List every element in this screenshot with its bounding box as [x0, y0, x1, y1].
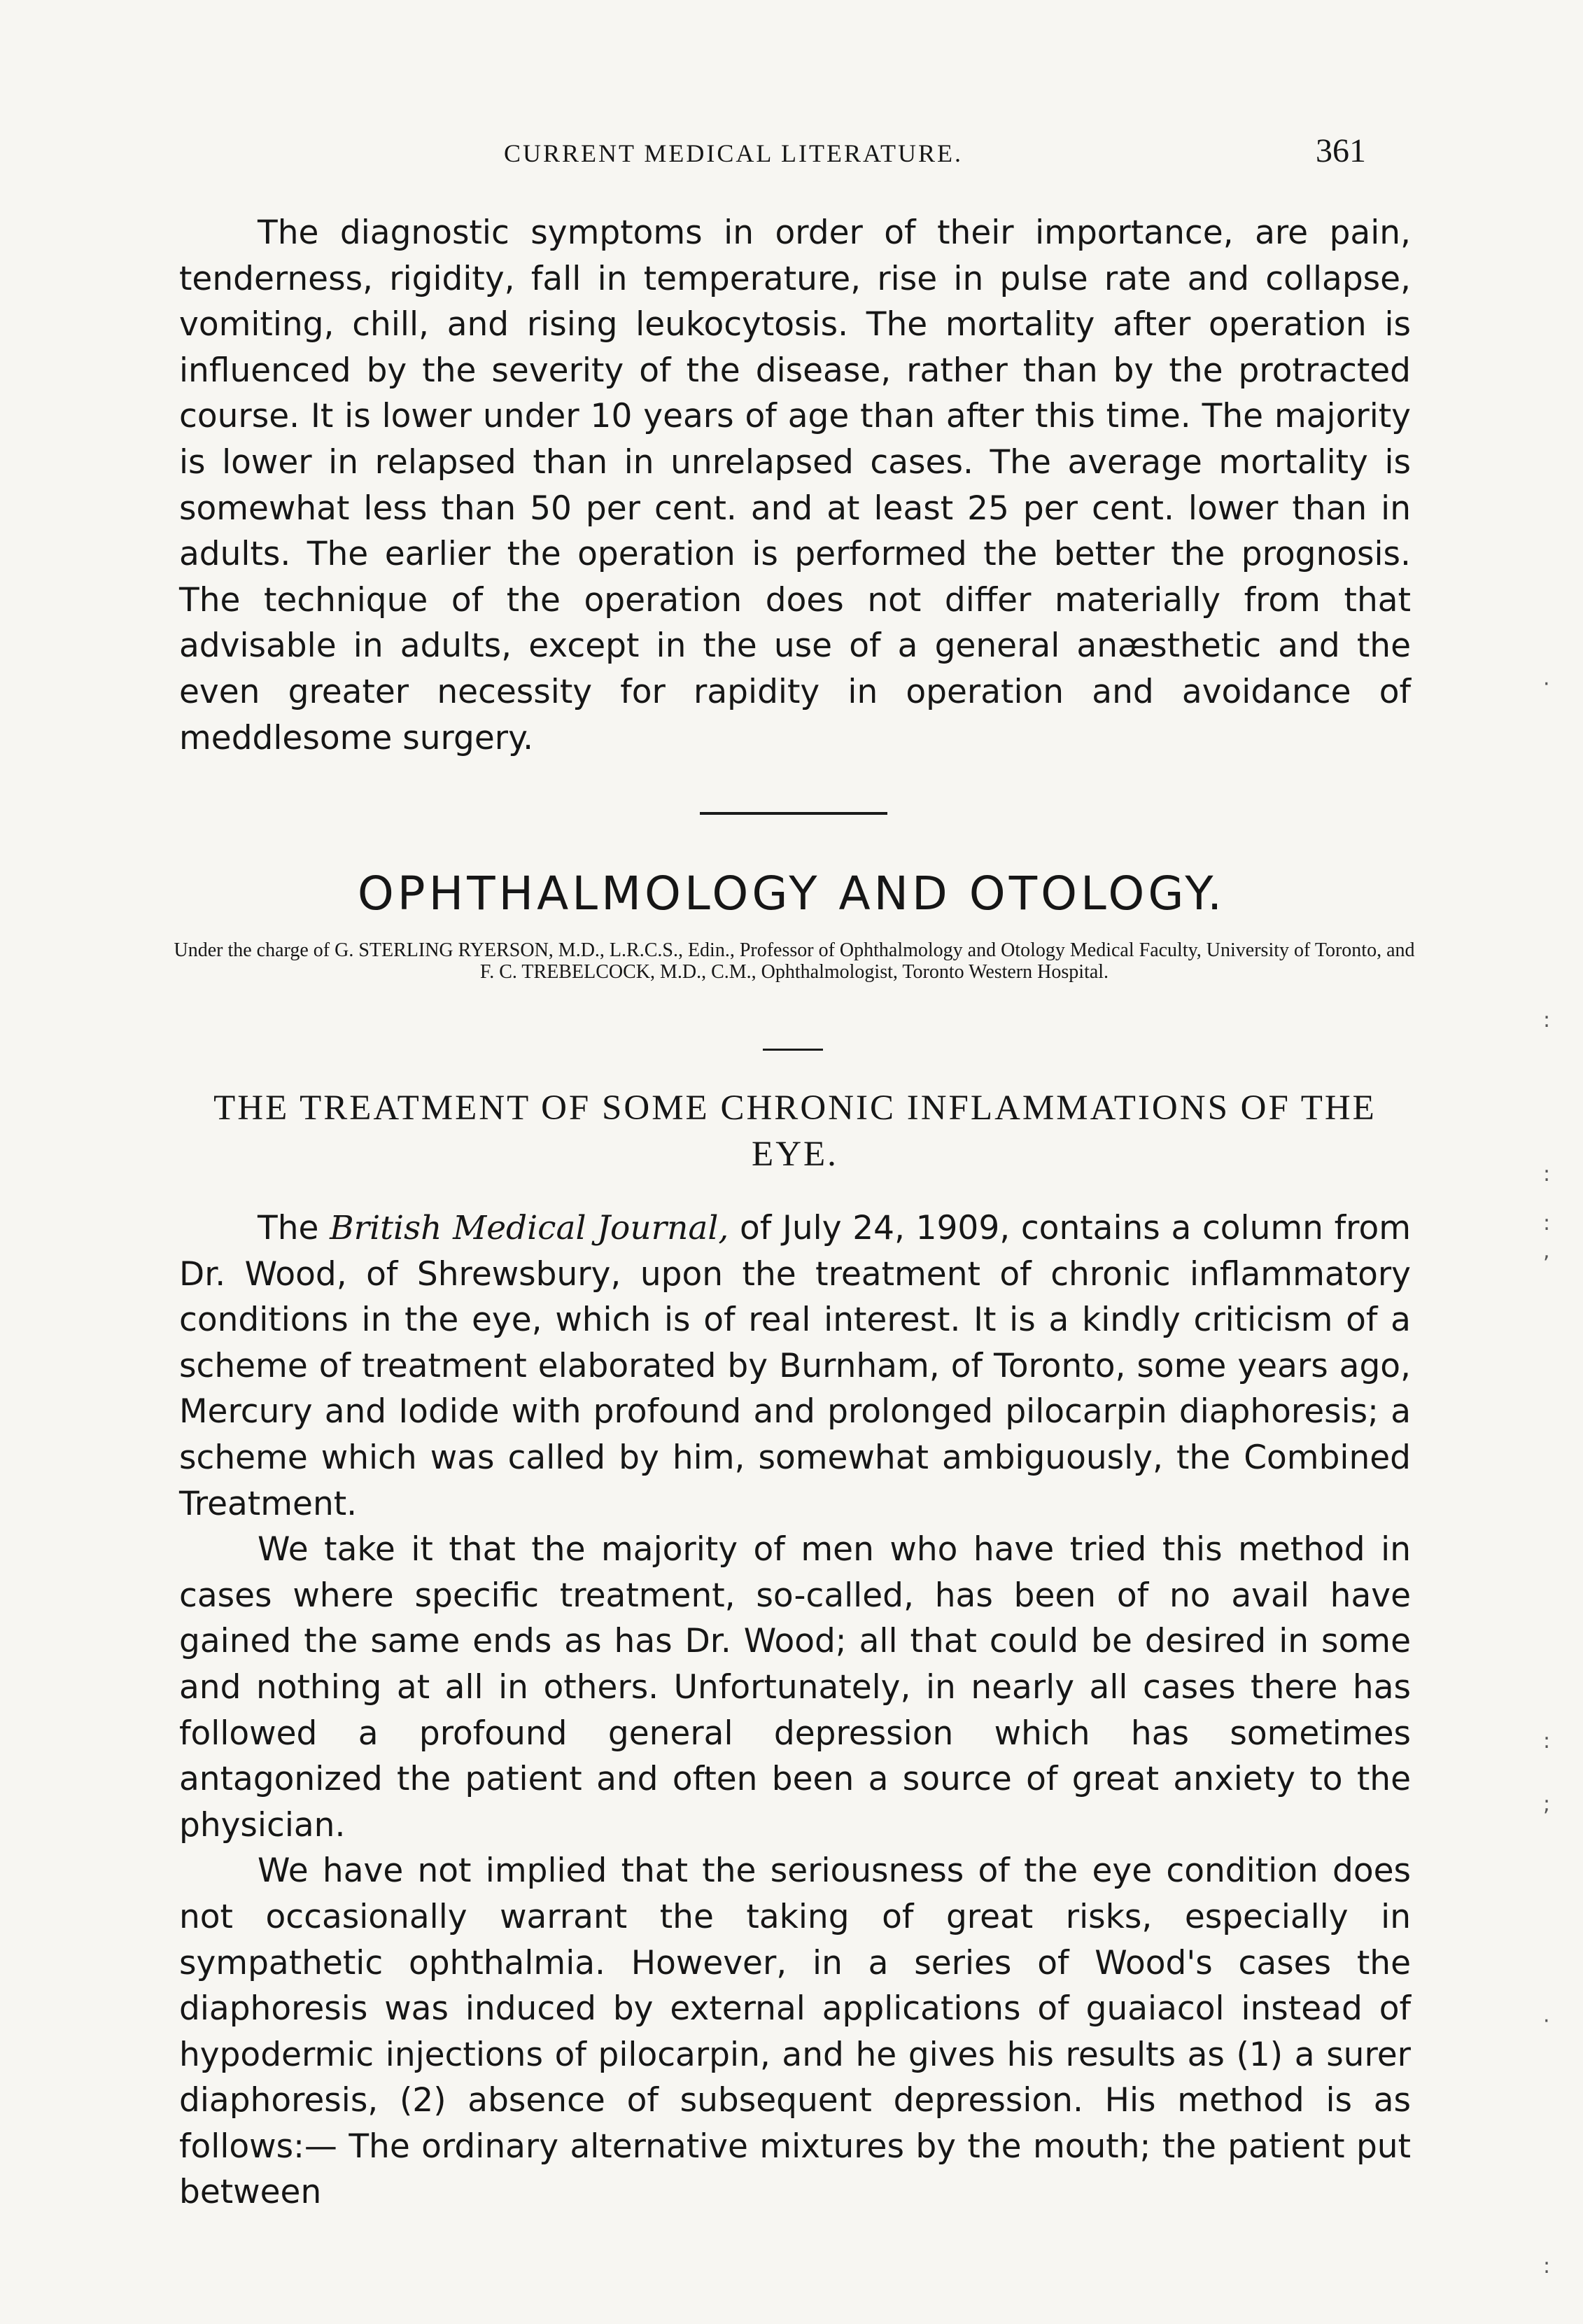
- intro-paragraph: The diagnostic symptoms in order of their importance, are pain, tenderness, rigidity, fall in temperature, rise in pulse rate and collapse, vomiting, chill, and rising leukocytosis. The mortality after operation is influenced by the severity of the disease, rather than by the protracted course. It is lower under 10 years of age than after this time. The majority is lower in relapsed than in unrelapsed cases. The average mortality is somewhat less than 50 per cent. and at least 25 per cent. lower than in adults. The earlier the operation is performed the better the prognosis. The technique of the operation does not differ materially from that advisable in adults, except in the use of a general anæsthetic and the even greater necessity for rapidity in operation and avoidance of meddlesome surgery.: [179, 214, 1411, 757]
- p1-rest: of July 24, 1909, contains a column from Dr. Wood, of Shrewsbury, upon the treatment of chronic inflammatory conditions in the eye, which is of real interest. It is a kindly criticism of a scheme of treatment elaborated by Burnham, of Toronto, some years ago, Mercury and Iodide with profound and prolonged pilocarpin diaphoresis; a scheme which was called by him, somewhat ambiguously, the Combined Treatment.: [179, 1209, 1412, 1523]
- article-paragraph-1: [179, 1205, 1411, 1527]
- margin-mark: :: [1543, 1162, 1551, 1186]
- p1-start: The: [258, 1209, 330, 1247]
- section-divider: [700, 812, 887, 815]
- margin-mark: ,: [1543, 1239, 1550, 1264]
- margin-mark: :: [1543, 1008, 1551, 1032]
- article-paragraph-2: We take it that the majority of men who have tried this method in cases where specific treatment, so-called, has been of no avail have gained the same ends as has Dr. Wood; all that could be desired in some and nothing at all in others. Unfortunately, in nearly all cases there has followed a profound general depression which has sometimes antagonized the patient and often been a source of great anxiety to the physician.: [179, 1530, 1411, 1844]
- section-charge-note: Under the charge of G. STERLING RYERSON, M.D., L.R.C.S., Edin., Professor of Ophthalmology and Otology Medical Faculty, University of Toronto, and F. C. TREBELCOCK, M.D., C.M., Ophthalmologist, Toronto Western Hospital.: [174, 939, 1415, 983]
- intro-text: [179, 210, 1411, 761]
- section-title: OPHTHALMOLOGY AND OTOLOGY.: [357, 867, 1226, 920]
- article-title: THE TREATMENT OF SOME CHRONIC INFLAMMATIONS OF THE EYE.: [213, 1088, 1377, 1174]
- margin-mark: ·: [1543, 2009, 1550, 2033]
- margin-mark: :: [1543, 1729, 1551, 1754]
- title-divider: [763, 1049, 823, 1051]
- article-body: [179, 1205, 1411, 2216]
- margin-mark: ·: [1543, 672, 1550, 696]
- running-head: CURRENT MEDICAL LITERATURE.: [504, 139, 963, 167]
- page-number: 361: [1316, 132, 1366, 169]
- margin-mark: ;: [1543, 1792, 1551, 1816]
- margin-mark: :: [1543, 2254, 1551, 2278]
- journal-name: British Medical Journal,: [330, 1209, 729, 1247]
- margin-mark: :: [1543, 1211, 1551, 1236]
- article-paragraph-3: We have not implied that the seriousness of the eye condition does not occasionally warrant the taking of great risks, especially in sympathetic ophthalmia. However, in a series of Wood's cases the diaphoresis was induced by external applications of guaiacol instead of hypodermic injections of pilocarpin, and he gives his results as (1) a surer diaphoresis, (2) absence of subsequent depression. His method is as follows:— The ordinary alternative mixtures by the mouth; the patient put between: [179, 1851, 1411, 2212]
